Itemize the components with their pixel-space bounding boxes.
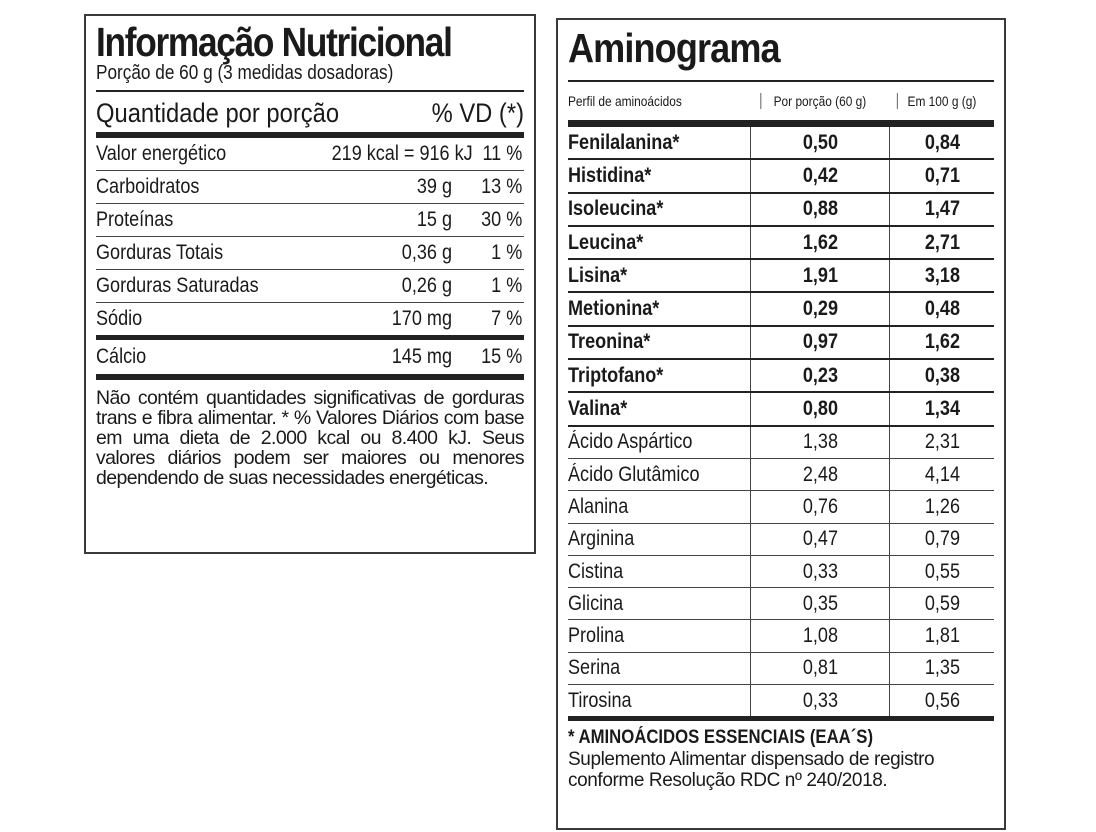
amino-acid-portion: 1,62 — [802, 230, 838, 254]
amino-acid-name: Serina — [568, 656, 621, 680]
amino-acid-name-cell — [568, 131, 750, 155]
nutrient-vd: 11 % — [482, 142, 523, 165]
amino-acid-portion-cell — [750, 227, 889, 258]
nutrient-vd: 1 % — [491, 241, 523, 264]
nutrient-vd: 30 % — [481, 208, 523, 231]
nutrient-label: Sódio — [96, 307, 143, 330]
amino-acid-name: Tirosina — [568, 688, 632, 712]
amino-acid-row — [568, 227, 994, 260]
amino-acid-portion-cell — [750, 685, 889, 716]
amino-acid-name: Leucina* — [568, 230, 644, 254]
amino-acid-portion-cell — [750, 127, 889, 158]
nutrient-label: Carboidratos — [96, 175, 200, 198]
amino-acid-row — [568, 556, 994, 588]
amino-acid-portion-cell — [750, 653, 889, 684]
col-portion-header: Por porção (60 g) — [760, 93, 878, 109]
portion-size: Porção de 60 g (3 medidas dosadoras) — [96, 62, 394, 84]
amino-acid-per-100g: 2,31 — [924, 430, 960, 454]
aminogram-rows — [568, 127, 994, 721]
amino-acid-name: Fenilalanina* — [568, 130, 680, 154]
amino-acid-portion-cell — [750, 491, 889, 522]
amino-acid-per-100g: 0,38 — [924, 363, 960, 387]
nutrition-row — [96, 303, 524, 340]
aminogram-panel — [556, 18, 1006, 830]
amino-acid-name: Histidina* — [568, 163, 652, 187]
amino-acid-name: Treonina* — [568, 330, 651, 354]
amino-acid-name-cell — [568, 592, 750, 616]
nutrient-vd: 13 % — [481, 175, 523, 198]
nutrient-label: Valor energético — [96, 142, 227, 165]
amino-acid-name-cell — [568, 656, 750, 680]
amino-acid-per-100g-cell — [889, 524, 994, 555]
nutrient-vd: 1 % — [491, 274, 523, 297]
amino-acid-per-100g-cell — [889, 293, 994, 324]
amino-acid-name: Arginina — [568, 527, 635, 551]
amino-acid-portion-cell — [750, 194, 889, 225]
amino-acid-portion-cell — [750, 588, 889, 619]
amino-acid-row — [568, 653, 994, 685]
amino-acid-row — [568, 524, 994, 556]
amino-acid-name: Glicina — [568, 591, 624, 615]
amino-acid-portion: 0,35 — [802, 591, 838, 615]
essential-aa-note: * AMINOÁCIDOS ESSENCIAIS (EAA´S) — [568, 727, 874, 749]
amino-acid-row — [568, 685, 994, 721]
amino-acid-per-100g: 1,62 — [924, 330, 960, 354]
amino-acid-per-100g-cell — [889, 653, 994, 684]
amino-acid-portion: 1,08 — [802, 624, 838, 648]
amino-acid-row — [568, 293, 994, 326]
amino-acid-per-100g: 1,47 — [924, 197, 960, 221]
amino-acid-per-100g: 1,35 — [924, 656, 960, 680]
amino-acid-name-cell — [568, 527, 750, 551]
amino-acid-name-cell — [568, 430, 750, 454]
amino-acid-per-100g-cell — [889, 620, 994, 651]
amino-acid-per-100g-cell — [889, 194, 994, 225]
amino-acid-portion-cell — [750, 459, 889, 490]
amino-acid-name: Ácido Glutâmico — [568, 462, 700, 486]
amino-acid-portion-cell — [750, 293, 889, 324]
amino-acid-portion: 1,38 — [802, 430, 838, 454]
amino-acid-portion: 0,97 — [802, 330, 838, 354]
nutrient-amount: 219 kcal = 916 kJ — [331, 142, 473, 165]
amino-acid-name-cell — [568, 689, 750, 713]
nutrient-amount: 145 mg — [391, 345, 452, 368]
amino-acid-name-cell — [568, 364, 750, 388]
amino-acid-portion-cell — [750, 556, 889, 587]
amino-acid-per-100g: 1,81 — [924, 624, 960, 648]
amino-acid-per-100g-cell — [889, 160, 994, 191]
amino-acid-per-100g-cell — [889, 227, 994, 258]
nutrient-label: Proteínas — [96, 208, 174, 231]
amino-acid-portion: 0,81 — [802, 656, 838, 680]
amino-acid-name-cell — [568, 624, 750, 648]
amino-acid-name-cell — [568, 463, 750, 487]
amino-acid-per-100g-cell — [889, 327, 994, 358]
aminogram-table-header — [568, 80, 994, 127]
amino-acid-per-100g: 0,55 — [924, 559, 960, 583]
nutrient-amount: 170 mg — [391, 307, 452, 330]
amino-acid-name-cell — [568, 197, 750, 221]
amino-acid-portion: 0,29 — [802, 297, 838, 321]
amino-acid-per-100g: 1,26 — [924, 494, 960, 518]
amino-acid-per-100g: 0,79 — [924, 527, 960, 551]
amino-acid-row — [568, 588, 994, 620]
nutrient-amount: 39 g — [416, 175, 452, 198]
nutrient-amount: 15 g — [416, 208, 452, 231]
amino-acid-portion-cell — [750, 620, 889, 651]
amino-acid-per-100g: 0,84 — [924, 130, 960, 154]
nutrient-amount: 0,26 g — [401, 274, 452, 297]
header-vd: % VD (*) — [431, 98, 524, 128]
amino-acid-name-cell — [568, 397, 750, 421]
nutrition-row — [96, 340, 524, 380]
amino-acid-row — [568, 127, 994, 160]
amino-acid-portion: 0,80 — [802, 397, 838, 421]
nutrient-vd: 7 % — [491, 307, 523, 330]
nutrition-row — [96, 270, 524, 303]
amino-acid-portion: 0,76 — [802, 494, 838, 518]
col-profile-header: Perfil de aminoácidos — [568, 93, 682, 109]
amino-acid-row — [568, 620, 994, 652]
nutrition-facts-panel — [84, 14, 536, 554]
nutrient-label: Cálcio — [96, 345, 147, 368]
amino-acid-per-100g-cell — [889, 685, 994, 716]
amino-acid-name-cell — [568, 164, 750, 188]
amino-acid-per-100g: 0,59 — [924, 591, 960, 615]
amino-acid-name: Alanina — [568, 494, 629, 518]
amino-acid-name-cell — [568, 231, 750, 255]
amino-acid-name: Isoleucina* — [568, 197, 664, 221]
nutrient-label: Gorduras Saturadas — [96, 274, 259, 297]
col-100g-header: Em 100 g (g) — [897, 93, 986, 109]
amino-acid-name: Valina* — [568, 397, 628, 421]
amino-acid-per-100g: 0,48 — [924, 297, 960, 321]
amino-acid-portion: 2,48 — [802, 462, 838, 486]
amino-acid-name: Triptofano* — [568, 363, 664, 387]
amino-acid-row — [568, 393, 994, 426]
amino-acid-portion: 0,47 — [802, 527, 838, 551]
amino-acid-row — [568, 327, 994, 360]
amino-acid-name-cell — [568, 560, 750, 584]
nutrition-rows — [96, 138, 524, 380]
nutrition-table-header — [96, 90, 524, 138]
amino-acid-portion-cell — [750, 327, 889, 358]
nutrition-title: Informação Nutricional — [96, 19, 452, 65]
amino-acid-per-100g-cell — [889, 491, 994, 522]
amino-acid-per-100g-cell — [889, 127, 994, 158]
amino-acid-name-cell — [568, 264, 750, 288]
amino-acid-name-cell — [568, 297, 750, 321]
amino-acid-row — [568, 160, 994, 193]
amino-acid-name: Cistina — [568, 559, 624, 583]
amino-acid-portion-cell — [750, 524, 889, 555]
amino-acid-portion: 0,33 — [802, 688, 838, 712]
amino-acid-portion: 0,33 — [802, 559, 838, 583]
amino-acid-row — [568, 491, 994, 523]
amino-acid-portion: 1,91 — [802, 263, 838, 287]
amino-acid-name: Lisina* — [568, 263, 628, 287]
nutrition-footnote: Não contém quantidades significativas de gorduras trans e fibra alimentar. * % Valores Diários com base em uma dieta de 2.000 kcal ou 8.400 kJ. Seus valores diários podem ser maiores ou menores dependendo de suas necessidades energéticas. — [96, 387, 524, 489]
amino-acid-name: Prolina — [568, 624, 625, 648]
regulatory-note: Suplemento Alimentar dispensado de registro conforme Resolução RDC nº 240/2018. — [568, 749, 935, 792]
nutrient-amount: 0,36 g — [401, 241, 452, 264]
header-quantity: Quantidade por porção — [96, 98, 340, 128]
amino-acid-name-cell — [568, 330, 750, 354]
amino-acid-portion: 0,42 — [802, 163, 838, 187]
amino-acid-portion: 0,23 — [802, 363, 838, 387]
amino-acid-per-100g: 3,18 — [924, 263, 960, 287]
amino-acid-portion: 0,88 — [802, 197, 838, 221]
amino-acid-portion-cell — [750, 427, 889, 458]
nutrition-row — [96, 237, 524, 270]
nutrient-label: Gorduras Totais — [96, 241, 224, 264]
amino-acid-portion-cell — [750, 393, 889, 424]
amino-acid-row — [568, 360, 994, 393]
amino-acid-row — [568, 260, 994, 293]
amino-acid-per-100g: 2,71 — [924, 230, 960, 254]
nutrition-row — [96, 138, 524, 171]
amino-acid-per-100g: 0,56 — [924, 688, 960, 712]
amino-acid-name: Metionina* — [568, 297, 660, 321]
amino-acid-per-100g: 4,14 — [924, 462, 960, 486]
nutrition-row — [96, 204, 524, 237]
nutrient-vd: 15 % — [481, 345, 523, 368]
amino-acid-name: Ácido Aspártico — [568, 430, 693, 454]
amino-acid-portion-cell — [750, 160, 889, 191]
amino-acid-row — [568, 459, 994, 491]
nutrition-row — [96, 171, 524, 204]
amino-acid-per-100g-cell — [889, 260, 994, 291]
amino-acid-row — [568, 427, 994, 459]
amino-acid-name-cell — [568, 495, 750, 519]
aminogram-title: Aminograma — [568, 25, 780, 71]
amino-acid-row — [568, 194, 994, 227]
amino-acid-per-100g-cell — [889, 360, 994, 391]
amino-acid-portion: 0,50 — [802, 130, 838, 154]
amino-acid-per-100g: 0,71 — [924, 163, 960, 187]
amino-acid-per-100g-cell — [889, 459, 994, 490]
amino-acid-portion-cell — [750, 360, 889, 391]
amino-acid-per-100g: 1,34 — [924, 397, 960, 421]
amino-acid-per-100g-cell — [889, 556, 994, 587]
amino-acid-per-100g-cell — [889, 427, 994, 458]
amino-acid-per-100g-cell — [889, 588, 994, 619]
amino-acid-per-100g-cell — [889, 393, 994, 424]
amino-acid-portion-cell — [750, 260, 889, 291]
